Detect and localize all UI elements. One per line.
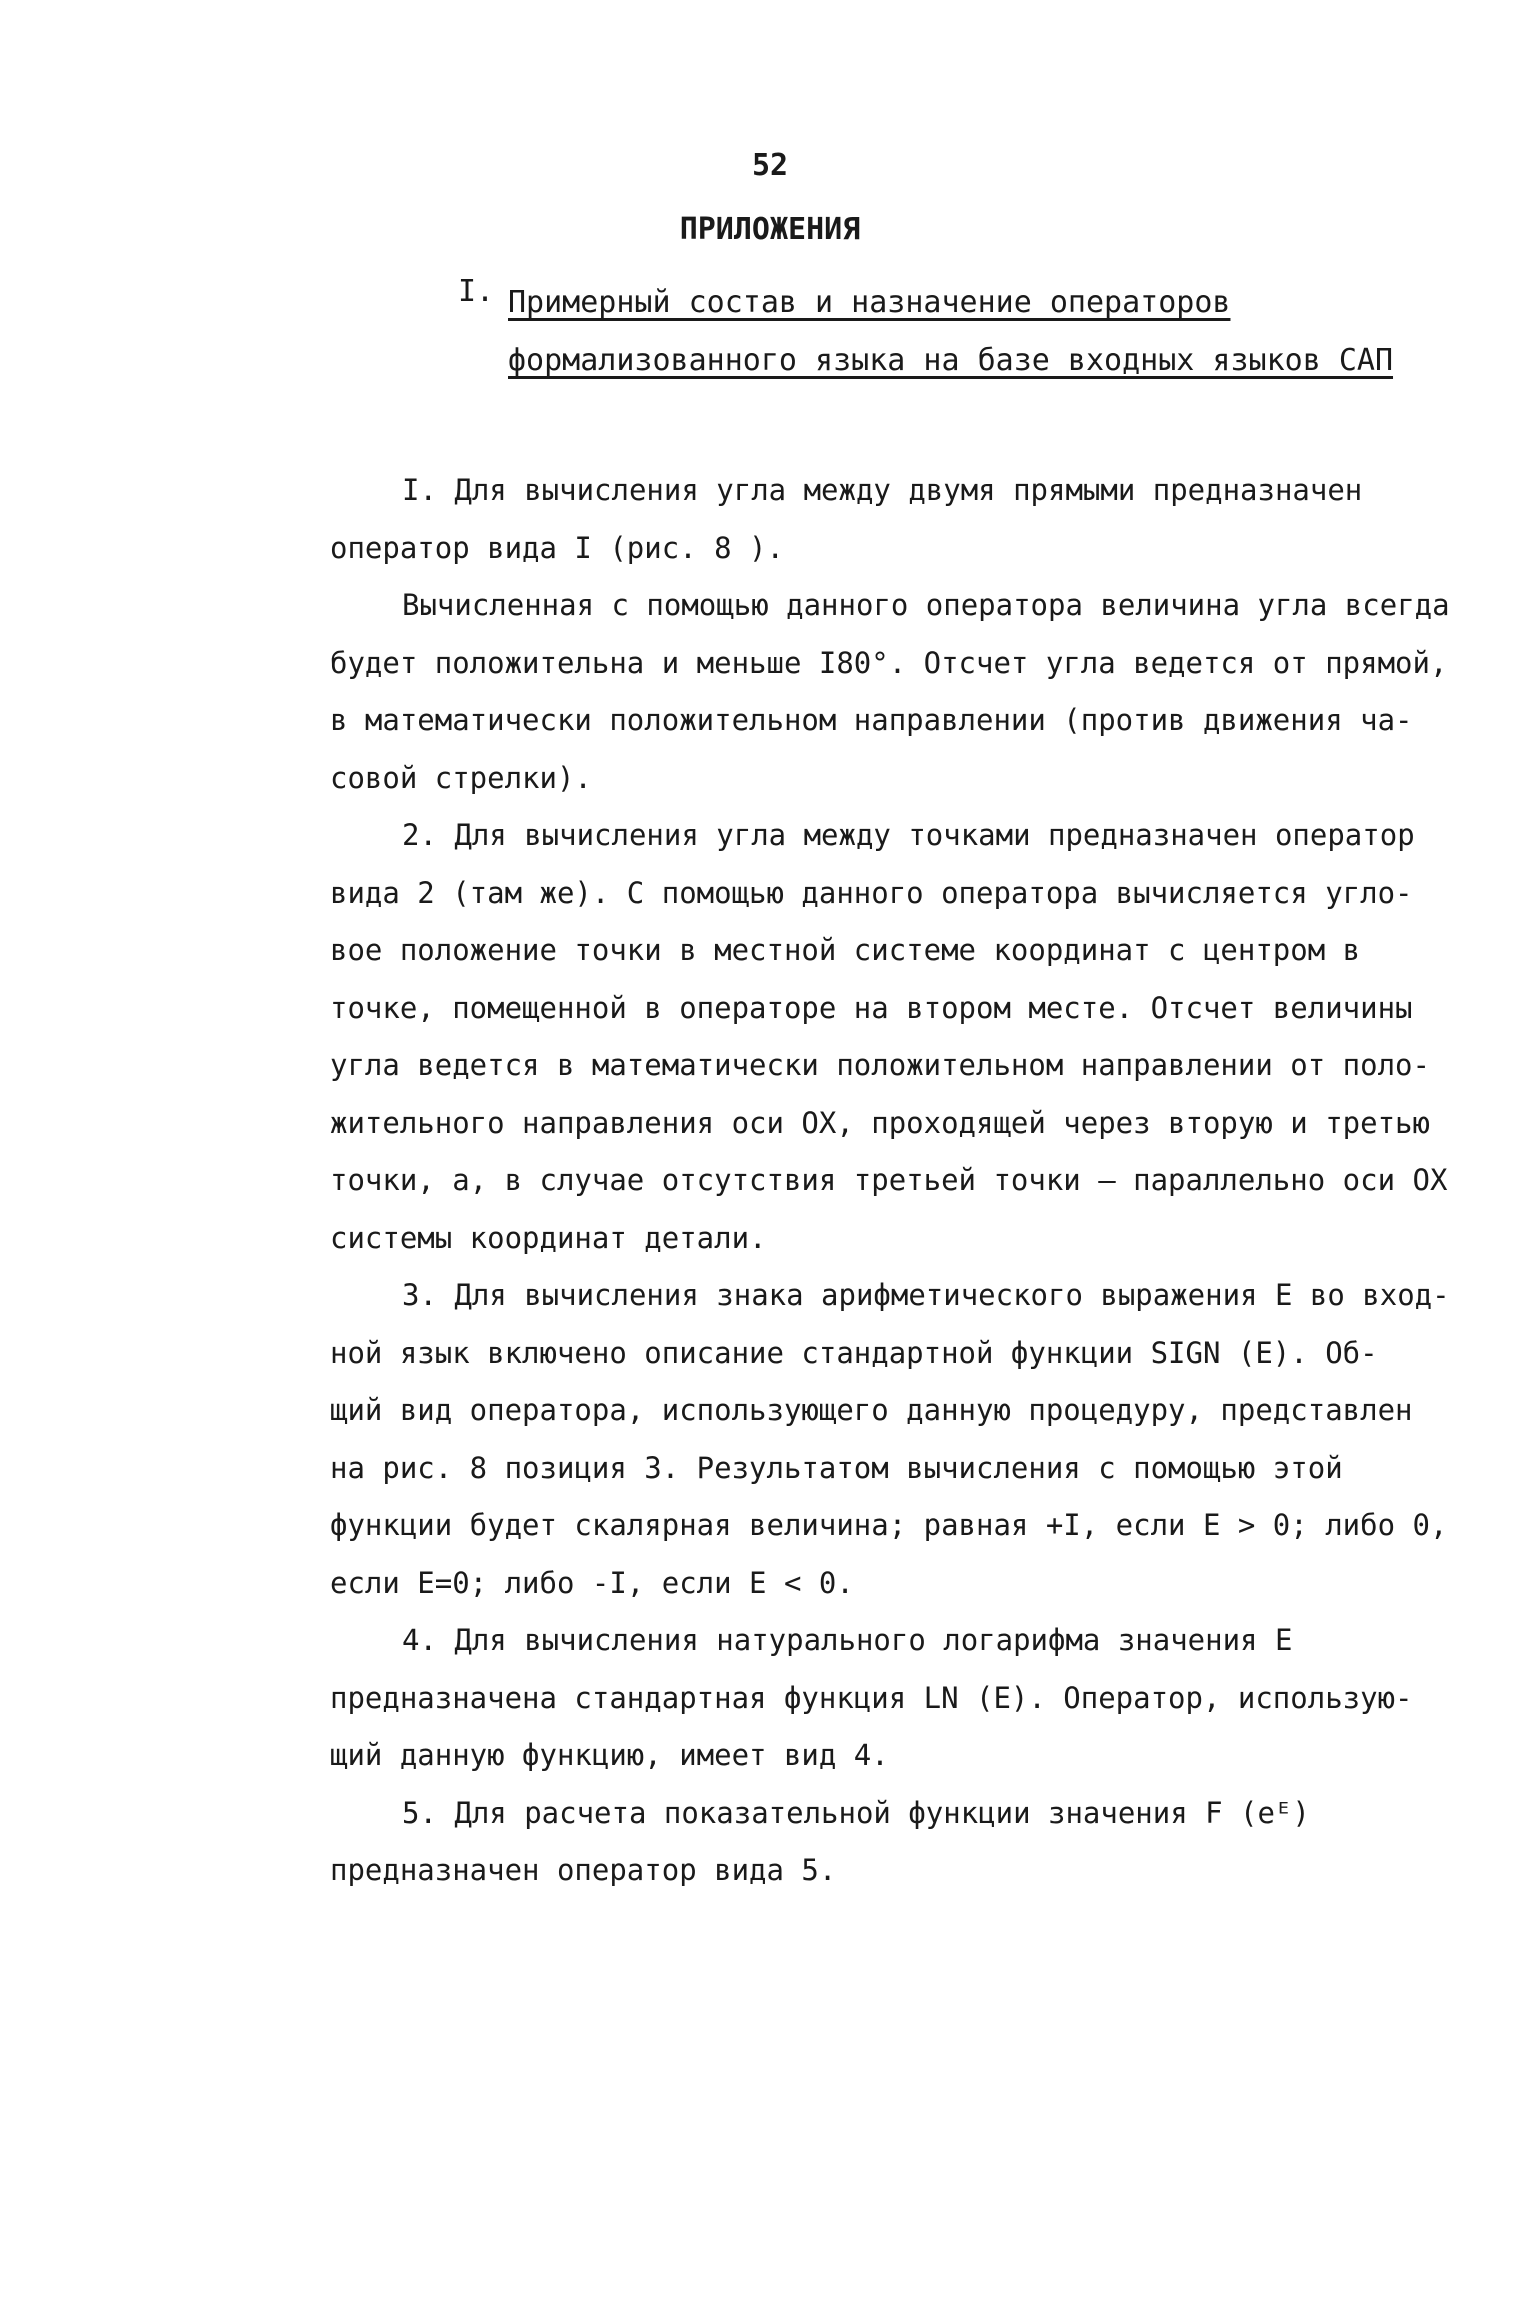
- paragraph-line: 2. Для вычисления угла между точками предназначен оператор: [402, 818, 1415, 852]
- paragraph: [330, 1612, 1465, 1785]
- paragraph-line: совой стрелки).: [330, 760, 592, 795]
- heading-line-2: формализованного языка на базе входных языков САП: [508, 343, 1394, 378]
- paragraph-line: вое положение точки в местной системе координат с центром в: [330, 933, 1361, 967]
- paragraph-line: на рис. 8 позиция 3. Результатом вычисления с помощью этой: [330, 1450, 1343, 1485]
- page-number: 52: [751, 148, 789, 183]
- appendix-heading: [458, 274, 1458, 390]
- paragraph-line: в математически положительном направлении (против движения ча-: [330, 703, 1413, 737]
- paragraph-line: жительного направления оси ОХ, проходящей через вторую и третью: [330, 1105, 1430, 1140]
- paragraph-line: 4. Для вычисления натурального логарифма значения Е: [402, 1623, 1293, 1657]
- paragraph: [330, 577, 1465, 807]
- section-title: ПРИЛОЖЕНИЯ: [679, 212, 861, 247]
- paragraph-line: если Е=0; либо -I, если Е < 0.: [330, 1565, 854, 1600]
- paragraph-line: предназначена стандартная функция LN (E). Оператор, использую-: [330, 1680, 1413, 1715]
- paragraph-line: щий вид оператора, использующего данную процедуру, представлен: [330, 1393, 1413, 1427]
- paragraph-line: I. Для вычисления угла между двумя прямыми предназначен: [402, 473, 1363, 507]
- paragraph: [330, 1267, 1465, 1612]
- paragraph-line: предназначен оператор вида 5.: [330, 1853, 837, 1887]
- paragraph-line: точки, а, в случае отсутствия третьей точки — параллельно оси ОХ: [330, 1163, 1448, 1197]
- paragraph-line: функции будет скалярная величина; равная +I, если Е > 0; либо 0,: [330, 1508, 1448, 1542]
- paragraph-line: точке, помещенной в операторе на втором месте. Отсчет величины: [330, 990, 1413, 1025]
- paragraph: [330, 1785, 1465, 1900]
- paragraph-line: ной язык включено описание стандартной функции SIGN (E). Об-: [330, 1335, 1378, 1370]
- paragraph-line: угла ведется в математически положительном направлении от поло-: [330, 1048, 1430, 1082]
- paragraph-line: 5. Для расчета показательной функции значения F (eᴱ): [402, 1795, 1310, 1830]
- paragraph-line: системы координат детали.: [330, 1220, 767, 1255]
- paragraph-line: 3. Для вычисления знака арифметического выражения Е во вход-: [402, 1278, 1450, 1312]
- paragraph-line: будет положительна и меньше I80°. Отсчет угла ведется от прямой,: [330, 645, 1448, 680]
- heading-number: I.: [458, 274, 495, 309]
- heading-line-1: Примерный состав и назначение операторов: [508, 285, 1231, 320]
- paragraph-line: оператор вида I (рис. 8 ).: [330, 530, 784, 565]
- paragraph-line: щий данную функцию, имеет вид 4.: [330, 1738, 889, 1772]
- body-text: [330, 462, 1465, 1900]
- paragraph: [330, 462, 1465, 577]
- paragraph-line: вида 2 (там же). С помощью данного оператора вычисляется угло-: [330, 875, 1413, 910]
- paragraph-line: Вычисленная с помощью данного оператора величина угла всегда: [402, 588, 1450, 622]
- paragraph: [330, 807, 1465, 1267]
